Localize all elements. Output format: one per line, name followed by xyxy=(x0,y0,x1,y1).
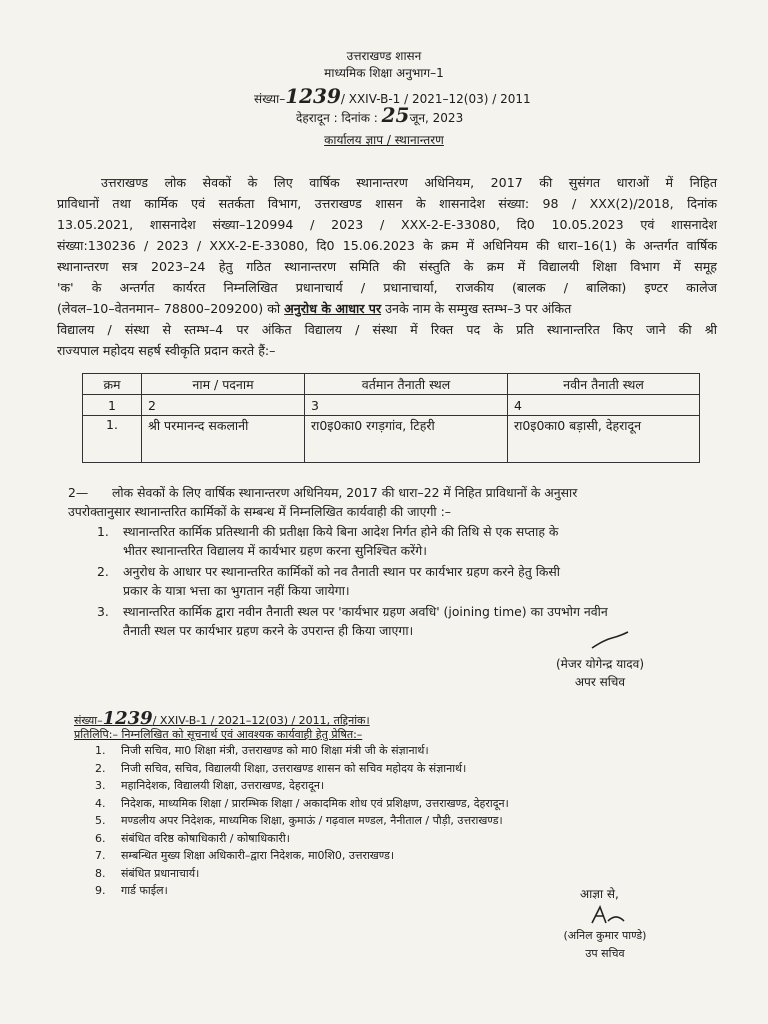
list-item xyxy=(95,742,655,760)
list-item-text: स्थानान्तरित कार्मिक द्वारा नवीन तैनाती स्थल पर 'कार्यभार ग्रहण अवधि' (joining time) का उपभोग नवीन xyxy=(123,604,608,619)
table-header-row xyxy=(83,374,700,395)
table-header-cell: नाम / पदनाम xyxy=(142,374,305,395)
intro-line: राज्यपाल महोदय सहर्ष स्वीकृति प्रदान करते हैं:– xyxy=(57,343,276,358)
ref-prefix: संख्या– xyxy=(254,92,286,106)
list-item-number: 2. xyxy=(97,564,109,579)
list-item xyxy=(95,795,655,813)
list-item-text: संबंधित वरिष्ठ कोषाधिकारी / कोषाधिकारी। xyxy=(121,831,290,845)
copy-list xyxy=(95,742,655,900)
intro-line: उत्तराखण्ड लोक सेवकों के लिए वार्षिक स्थानान्तरण अधिनियम, 2017 की सुसंगत धाराओं में निहित xyxy=(101,175,717,190)
list-item-number: 2. xyxy=(95,761,106,775)
signatory-1-designation: अपर सचिव xyxy=(574,675,626,689)
intro-line-part: (लेवल–10–वेतनमान– 78800–209200) को xyxy=(57,301,281,316)
list-item-text: तैनाती स्थल पर कार्यभार ग्रहण करने के उपरान्त ही किया जाएगा। xyxy=(123,623,414,638)
transfer-table xyxy=(82,373,700,463)
table-cell: रा0इ0का0 रगड़गांव, टिहरी xyxy=(305,416,508,463)
copy-ref-prefix: संख्या– xyxy=(74,714,103,727)
list-item-number: 9. xyxy=(95,884,106,897)
list-item-text: मण्डलीय अपर निदेशक, माध्यमिक शिक्षा, कुमाऊं / गढ़वाल मण्डल, नैनीताल / पौड़ी, उत्तराखण्ड। xyxy=(121,814,503,827)
date-suffix: जून, 2023 xyxy=(409,111,464,125)
list-item-text: सम्बन्धित मुख्य शिक्षा अधिकारी–द्वारा निदेशक, मा0शि0, उत्तराखण्ड। xyxy=(121,849,395,862)
intro-line xyxy=(57,298,717,319)
list-item-text: निदेशक, माध्यमिक शिक्षा / प्रारम्भिक शिक्षा / अकादमिक शोध एवं प्रशिक्षण, उत्तराखण्ड, देहरादून। xyxy=(121,796,509,810)
table-cell: 1. xyxy=(83,416,142,463)
para-2-line xyxy=(68,483,718,502)
list-item-number: 1. xyxy=(97,524,109,539)
copy-ref-handwritten-number: 1239 xyxy=(102,708,153,729)
intro-paragraph xyxy=(57,172,717,361)
subject-title: कार्यालय ज्ञाप / स्थानान्तरण xyxy=(324,133,444,147)
list-item-text: अनुरोध के आधार पर स्थानान्तरित कार्मिकों को नव तैनाती स्थान पर कार्यभार ग्रहण करने हेतु किसी xyxy=(123,564,561,579)
signatory-1-name: (मेजर योगेन्द्र यादव) xyxy=(556,657,644,671)
ref-suffix: / XXIV-B-1 / 2021–12(03) / 2011 xyxy=(340,92,531,106)
signatory-2-name: (अनिल कुमार पाण्डे) xyxy=(563,929,647,942)
signature-scribble-1 xyxy=(590,630,630,652)
intro-line: स्थानान्तरण सत्र 2023–24 हेतु गठित स्थानान्तरण समिति की संस्तुति के क्रम में विद्यालयी शिक्षा विभाग में समूह xyxy=(57,259,717,274)
list-item-text: संबंधित प्रधानाचार्य। xyxy=(121,866,200,880)
list-item-text: स्थानान्तरित कार्मिक प्रतिस्थानी की प्रतीक्षा किये बिना आदेश निर्गत होने की तिथि से एक सप्ताह के xyxy=(123,524,559,539)
para-2 xyxy=(68,483,718,521)
intro-line: विद्यालय / संस्था से स्तम्भ–4 पर अंकित विद्यालय / संस्था में रिक्त पद के प्रति स्थानान्तरित किए जाने की श्री xyxy=(57,322,717,337)
table-row xyxy=(83,416,700,463)
date-line xyxy=(296,103,463,127)
signature-scribble-2 xyxy=(588,903,628,927)
list-item-text: गार्ड फाईल। xyxy=(121,884,168,897)
para-2-number: 2— xyxy=(68,485,89,500)
list-item-number: 1. xyxy=(95,744,106,757)
para-2-text: लोक सेवकों के लिए वार्षिक स्थानान्तरण अधिनियम, 2017 की धारा–22 में निहित प्राविधानों के अनुसार xyxy=(112,485,578,500)
table-header-cell: नवीन तैनाती स्थल xyxy=(508,374,700,395)
list-item-number: 6. xyxy=(95,831,106,845)
copy-ref-line xyxy=(74,708,370,729)
intro-line: संख्या:130236 / 2023 / XXX-2-E-33080, दि0 15.06.2023 के क्रम में अधिनियम की धारा–16(1) के अन्तर्गत वार्षिक xyxy=(57,238,717,253)
list-item xyxy=(97,522,717,560)
list-item xyxy=(95,882,655,900)
list-item xyxy=(95,812,655,830)
intro-line: 13.05.2021, शासनादेश संख्या–120994 / 2023 / XXX-2-E-33080, दि0 10.05.2023 एवं शासनादेश xyxy=(57,217,717,232)
table-colnum-cell: 2 xyxy=(142,395,305,416)
copy-ref-suffix: / XXIV-B-1 / 2021–12(03) / 2011, तद्दिनांक। xyxy=(152,714,370,727)
list-item xyxy=(95,777,655,795)
table-colnum-cell: 3 xyxy=(305,395,508,416)
list-item-text: निजी सचिव, सचिव, विद्यालयी शिक्षा, उत्तराखण्ड शासन को सचिव महोदय के संज्ञानार्थ। xyxy=(121,761,467,775)
intro-line: प्राविधानों तथा कार्मिक एवं सतर्कता विभाग, उत्तराखण्ड शासन के शासनादेश संख्या: 98 / XXX(2)/2018, दिनांक xyxy=(57,196,717,211)
header-section: माध्यमिक शिक्षा अनुभाग–1 xyxy=(324,66,444,80)
intro-emphasis: अनुरोध के आधार पर xyxy=(284,301,382,316)
list-item-number: 7. xyxy=(95,849,106,862)
list-item-text: महानिदेशक, विद्यालयी शिक्षा, उत्तराखण्ड, देहरादून। xyxy=(121,779,325,792)
list-item-text: भीतर स्थानान्तरित विद्यालय में कार्यभार ग्रहण करना सुनिश्चित करेंगे। xyxy=(123,543,427,558)
list-item-number: 3. xyxy=(95,779,106,792)
list-item-number: 8. xyxy=(95,866,106,880)
table-cell: रा0इ0का0 बड़ासी, देहरादून xyxy=(508,416,700,463)
signatory-2-designation: उप सचिव xyxy=(585,947,625,960)
table-colnum-cell: 4 xyxy=(508,395,700,416)
table-header-cell: क्रम xyxy=(83,374,142,395)
list-item-number: 5. xyxy=(95,814,106,827)
table-colnum-cell: 1 xyxy=(83,395,142,416)
copy-intro: प्रतिलिपि:– निम्नलिखित को सूचनार्थ एवं आवश्यक कार्यवाही हेतु प्रेषित:– xyxy=(74,728,363,741)
date-handwritten-day: 25 xyxy=(381,103,410,127)
date-prefix: देहरादून : दिनांक : xyxy=(296,111,378,125)
list-item xyxy=(95,865,655,883)
action-list xyxy=(97,522,717,640)
para-2-line: उपरोक्तानुसार स्थानान्तरित कार्मिकों के सम्बन्ध में निम्नलिखित कार्यवाही की जाएगी :– xyxy=(68,504,451,519)
ref-handwritten-number: 1239 xyxy=(285,84,341,108)
list-item-number: 4. xyxy=(95,796,106,810)
list-item-text: निजी सचिव, मा0 शिक्षा मंत्री, उत्तराखण्ड को मा0 शिक्षा मंत्री जी के संज्ञानार्थ। xyxy=(121,744,429,757)
list-item xyxy=(97,562,717,600)
intro-line: 'क' के अन्तर्गत कार्यरत निम्नलिखित प्रधानाचार्य / प्रधानाचार्या, राजकीय (बालक / बालिका) इण्टर कालेज xyxy=(57,280,717,295)
list-item-text: प्रकार के यात्रा भत्ता का भुगतान नहीं किया जायेगा। xyxy=(123,583,350,598)
list-item xyxy=(95,847,655,865)
list-item xyxy=(95,830,655,848)
table-colnum-row xyxy=(83,395,700,416)
header-org: उत्तराखण्ड शासन xyxy=(346,49,422,63)
table-cell: श्री परमानन्द सकलानी xyxy=(142,416,305,463)
list-item-number: 3. xyxy=(97,604,109,619)
table-header-cell: वर्तमान तैनाती स्थल xyxy=(305,374,508,395)
by-order-text: आज्ञा से, xyxy=(580,887,619,901)
list-item xyxy=(95,760,655,778)
intro-line-part: उनके नाम के सम्मुख स्तम्भ–3 पर अंकित xyxy=(385,301,572,316)
